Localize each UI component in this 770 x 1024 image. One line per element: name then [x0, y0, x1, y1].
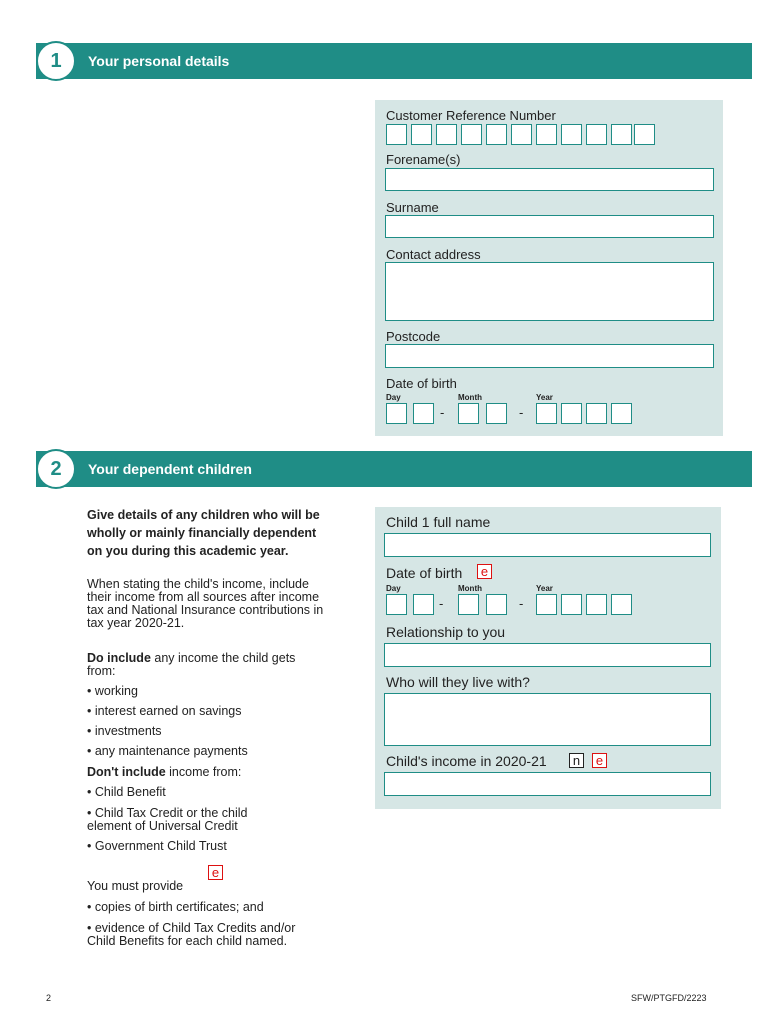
- date-separator: -: [519, 405, 524, 420]
- day-label: Day: [386, 584, 401, 593]
- child-dob-day-digit[interactable]: [386, 594, 407, 615]
- dont-include-text: [87, 766, 332, 779]
- section-title: Your dependent children: [88, 461, 252, 477]
- relationship-field[interactable]: [384, 643, 711, 667]
- child-name-label: Child 1 full name: [386, 514, 491, 530]
- dob-year-digit[interactable]: [611, 403, 632, 424]
- form-code: SFW/PTGFD/2223: [631, 993, 707, 1003]
- dob-year-digit[interactable]: [536, 403, 557, 424]
- relationship-label: Relationship to you: [386, 624, 506, 640]
- date-separator: -: [519, 596, 524, 611]
- dob-month-digit[interactable]: [486, 403, 507, 424]
- section-title: Your personal details: [88, 53, 230, 69]
- instructions-heading: Give details of any children who will be wholly or mainly financially dependent on you during this academic year.: [87, 508, 320, 558]
- list-item: • copies of birth certificates; and: [87, 900, 264, 914]
- do-include-emphasis: Do include: [87, 651, 151, 665]
- child-income-field[interactable]: [384, 772, 711, 796]
- dob-month-digit[interactable]: [458, 403, 479, 424]
- section-number: 1: [36, 41, 76, 81]
- crn-label: Customer Reference Number: [386, 108, 556, 123]
- crn-digit[interactable]: [611, 124, 632, 145]
- child-dob-year-digit[interactable]: [536, 594, 557, 615]
- do-include-text: [87, 652, 317, 678]
- crn-digit[interactable]: [436, 124, 457, 145]
- income-note: When stating the child's income, include their income from all sources after income tax and National Insurance contributions in tax year 2020-21.: [87, 577, 324, 630]
- year-label: Year: [536, 393, 553, 402]
- error-marker-icon: e: [208, 865, 223, 880]
- dob-day-digit[interactable]: [386, 403, 407, 424]
- list-item: • Child Tax Credit or the child element of Universal Credit: [87, 806, 248, 833]
- dont-include-emphasis: Don't include: [87, 765, 166, 779]
- list-item: • interest earned on savings: [87, 704, 242, 718]
- dob-year-digit[interactable]: [561, 403, 582, 424]
- child-dob-month-digit[interactable]: [486, 594, 507, 615]
- note-marker-icon: n: [569, 753, 584, 768]
- crn-digit[interactable]: [411, 124, 432, 145]
- forename-field[interactable]: [385, 168, 714, 191]
- address-label: Contact address: [386, 247, 481, 262]
- child-dob-year-digit[interactable]: [561, 594, 582, 615]
- year-label: Year: [536, 584, 553, 593]
- dob-label: Date of birth: [386, 376, 457, 391]
- child-name-field[interactable]: [384, 533, 711, 557]
- date-separator: -: [439, 596, 444, 611]
- surname-label: Surname: [386, 200, 439, 215]
- must-provide-text: You must provide: [87, 879, 184, 893]
- list-item: • any maintenance payments: [87, 744, 248, 758]
- list-item: • investments: [87, 724, 162, 738]
- postcode-field[interactable]: [385, 344, 714, 368]
- crn-digit[interactable]: [634, 124, 655, 145]
- live-with-field[interactable]: [384, 693, 711, 746]
- crn-digit[interactable]: [511, 124, 532, 145]
- list-item: • Child Benefit: [87, 785, 166, 799]
- error-marker-icon: e: [477, 564, 492, 579]
- child-dob-month-digit[interactable]: [458, 594, 479, 615]
- crn-digit[interactable]: [536, 124, 557, 145]
- month-label: Month: [458, 584, 482, 593]
- crn-digit[interactable]: [561, 124, 582, 145]
- error-marker-icon: e: [592, 753, 607, 768]
- do-include-rest: any income the child gets from:: [87, 651, 296, 678]
- live-with-label: Who will they live with?: [386, 674, 530, 690]
- list-item: • working: [87, 684, 138, 698]
- date-separator: -: [440, 405, 445, 420]
- child-dob-label: Date of birth: [386, 565, 463, 581]
- month-label: Month: [458, 393, 482, 402]
- dob-day-digit[interactable]: [413, 403, 434, 424]
- child-dob-day-digit[interactable]: [413, 594, 434, 615]
- child-dob-year-digit[interactable]: [586, 594, 607, 615]
- child-dob-year-digit[interactable]: [611, 594, 632, 615]
- section-number: 2: [36, 449, 76, 489]
- section-2-banner: [36, 451, 752, 487]
- crn-digit[interactable]: [386, 124, 407, 145]
- section-1-banner: [36, 43, 752, 79]
- page-number: 2: [46, 993, 52, 1003]
- list-item: • Government Child Trust: [87, 839, 227, 853]
- crn-digit[interactable]: [586, 124, 607, 145]
- list-item: • evidence of Child Tax Credits and/or Child Benefits for each child named.: [87, 921, 296, 948]
- forename-label: Forename(s): [386, 152, 461, 167]
- crn-digit[interactable]: [486, 124, 507, 145]
- child-income-label: Child's income in 2020-21: [386, 753, 547, 769]
- crn-digit[interactable]: [461, 124, 482, 145]
- postcode-label: Postcode: [386, 329, 441, 344]
- day-label: Day: [386, 393, 401, 402]
- address-field[interactable]: [385, 262, 714, 321]
- surname-field[interactable]: [385, 215, 714, 238]
- dob-year-digit[interactable]: [586, 403, 607, 424]
- dont-include-rest: income from:: [165, 765, 242, 779]
